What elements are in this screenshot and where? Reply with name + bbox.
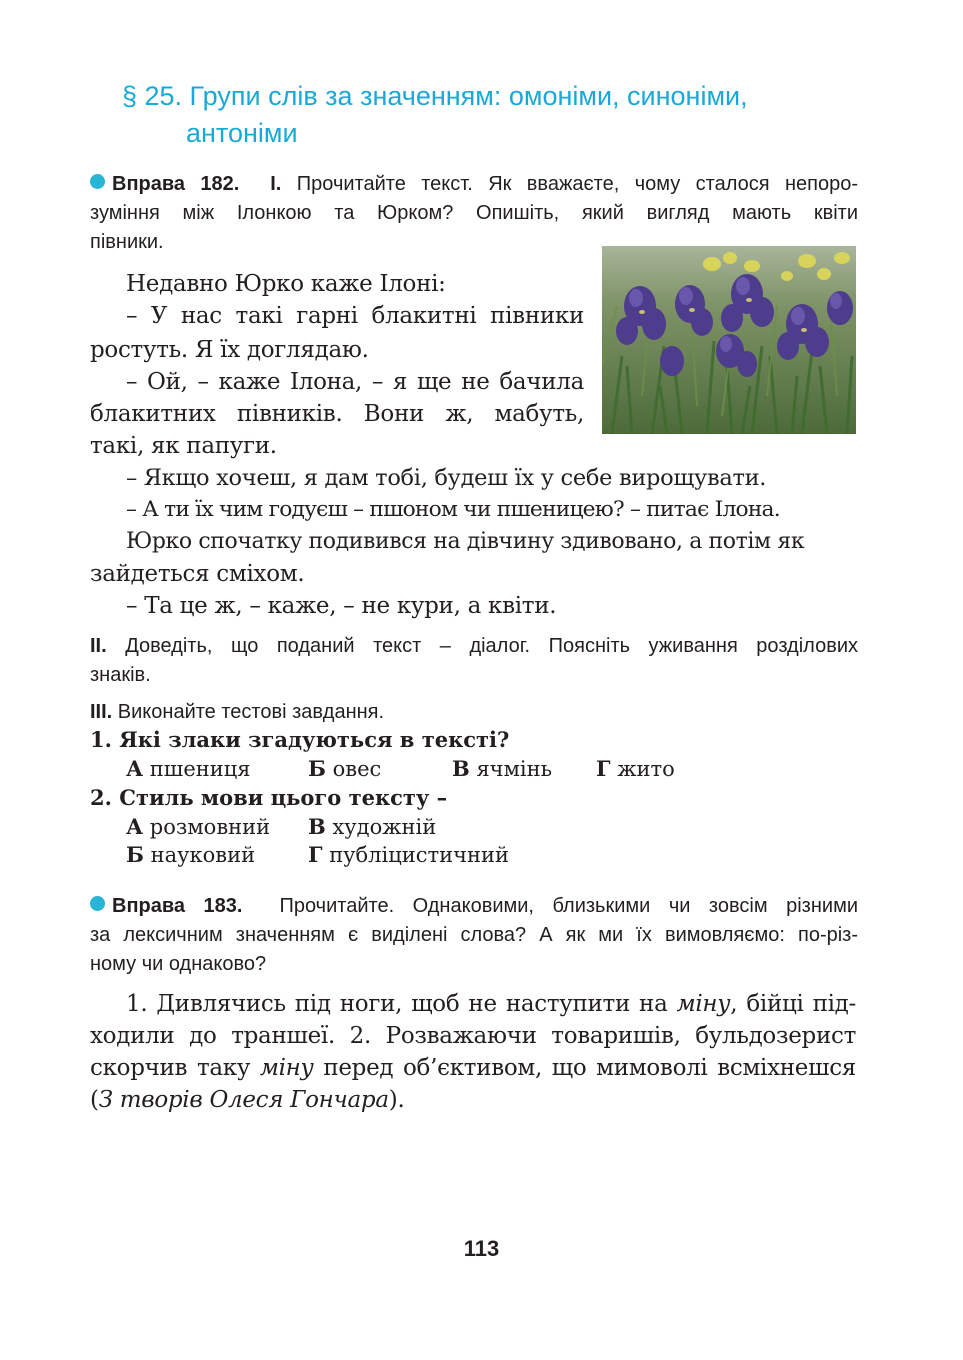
exercise-182-label: Вправа 182. [112, 173, 240, 195]
text-183-l1b: , бійці під- [730, 991, 856, 1017]
q2-option-v-text: художній [332, 815, 437, 839]
highlighted-word-2: міну [259, 1055, 314, 1081]
exercise-183-text-line3: ному чи однаково? [90, 953, 267, 975]
text-183-l4a: ( [90, 1087, 99, 1113]
part3-task [90, 698, 858, 727]
section-title [122, 78, 862, 152]
exercise-183-line1 [90, 892, 858, 921]
q1-option-b-text: овес [332, 757, 382, 781]
dialog-line-8: – А ти їх чим годуєш – пшоном чи пшеницею? – питає Ілона. [126, 497, 780, 522]
part1-label: І. [270, 173, 282, 195]
dialog-line-1: Недавно Юрко каже Ілоні: [126, 271, 446, 297]
q1-option-v-text: ячмінь [476, 757, 553, 781]
q1-option-a-text: пшениця [149, 757, 251, 781]
text-183-l4b: ). [388, 1087, 405, 1113]
question-1 [90, 725, 509, 755]
q1-option-h [596, 754, 675, 784]
q1-option-h-letter: Г [596, 756, 611, 781]
exercise-183-task [90, 892, 858, 979]
exercise-182-task [90, 170, 858, 257]
text-183-l1a: 1. Дивлячись під ноги, щоб не наступити на [126, 991, 677, 1017]
text-183-line3 [90, 1052, 856, 1084]
dialog-line-5: блакитних півників. Вони ж, мабуть, [90, 401, 584, 427]
part1-text-line2: зуміння між Ілонкою та Юрком? Опишіть, який вигляд мають квіти [90, 202, 858, 224]
source-citation: З творів Олеся Гончара [98, 1087, 389, 1113]
q1-option-h-text: жито [617, 757, 675, 781]
q1-option-v-letter: В [452, 756, 470, 781]
part2-task [90, 632, 858, 690]
q2-option-a-text: розмовний [149, 815, 271, 839]
dialog-line-4: – Ой, – каже Ілона, – я ще не бачила [126, 369, 584, 395]
dialog-line-9: Юрко спочатку подивився на дівчину здивовано, а потім як [126, 529, 805, 554]
exercise-183-text-line2: за лексичним значенням є виділені слова? А як ми їх вимовляємо: по-різ- [90, 924, 858, 946]
part3-text: Виконайте тестові завдання. [117, 701, 385, 723]
q2-option-h-letter: Г [308, 842, 323, 867]
part1-text-line3: півники. [90, 231, 164, 253]
dialog-line-11: – Та це ж, – каже, – не кури, а квіти. [126, 593, 557, 619]
section-title-line2: антоніми [186, 118, 298, 148]
q2-option-v [308, 812, 436, 842]
question-2-text: 2. Стиль мови цього тексту – [90, 785, 448, 810]
iris-flowers-photo [602, 246, 856, 434]
section-title-line1: § 25. Групи слів за значенням: омоніми, синоніми, [122, 81, 748, 111]
dialog-line-2: – У нас такі гарні блакитні півники [126, 303, 584, 329]
part1-text-line1: Прочитайте текст. Як вважаєте, чому сталося непоро- [296, 173, 858, 195]
q2-option-a [126, 812, 270, 842]
bullet-icon [90, 896, 105, 911]
exercise-182-task-line1 [90, 170, 858, 199]
q1-option-v [452, 754, 552, 784]
q1-option-a-letter: А [126, 756, 144, 781]
q1-option-b [308, 754, 381, 784]
dialog-line-3: ростуть. Я їх доглядаю. [90, 337, 369, 363]
q2-option-h-text: публіцистичний [329, 843, 509, 867]
q2-option-b-letter: Б [126, 842, 144, 867]
q2-option-h [308, 840, 509, 870]
exercise-183-text-line1: Прочитайте. Однаковими, близькими чи зовсім різними [279, 895, 858, 917]
part2-line1 [90, 632, 858, 661]
q2-option-a-letter: А [126, 814, 144, 839]
text-183-line2: ходили до траншеї. 2. Розважаючи товаришів, бульдозерист [90, 1023, 856, 1049]
text-183-line1 [126, 988, 856, 1020]
part2-text-line1: Доведіть, що поданий текст – діалог. Поясніть уживання розділових [125, 635, 858, 657]
part3-label: ІІІ. [90, 701, 113, 723]
dialog-line-10: зайдеться сміхом. [90, 561, 305, 587]
highlighted-word-1: міну [676, 991, 731, 1017]
page-number: 113 [463, 1236, 500, 1261]
dialog-line-6: такі, як папуги. [90, 433, 277, 459]
question-2 [90, 783, 447, 813]
dialog-line-7: – Якщо хочеш, я дам тобі, будеш їх у себе вирощувати. [126, 465, 767, 491]
q1-option-b-letter: Б [308, 756, 326, 781]
text-183-l3b: перед об’єктивом, що мимоволі всміхнешся [313, 1055, 856, 1081]
bullet-icon [90, 174, 105, 189]
q2-option-b-text: науковий [150, 843, 256, 867]
question-1-text: 1. Які злаки згадуються в тексті? [90, 727, 510, 752]
q2-option-b [126, 840, 255, 870]
text-183-l3a: скорчив таку [90, 1055, 260, 1081]
part2-label: ІІ. [90, 635, 107, 657]
text-183-line4 [90, 1084, 404, 1116]
exercise-183-label: Вправа 183. [112, 895, 243, 917]
part2-text-line2: знаків. [90, 664, 151, 686]
q1-option-a [126, 754, 251, 784]
q2-option-v-letter: В [308, 814, 326, 839]
